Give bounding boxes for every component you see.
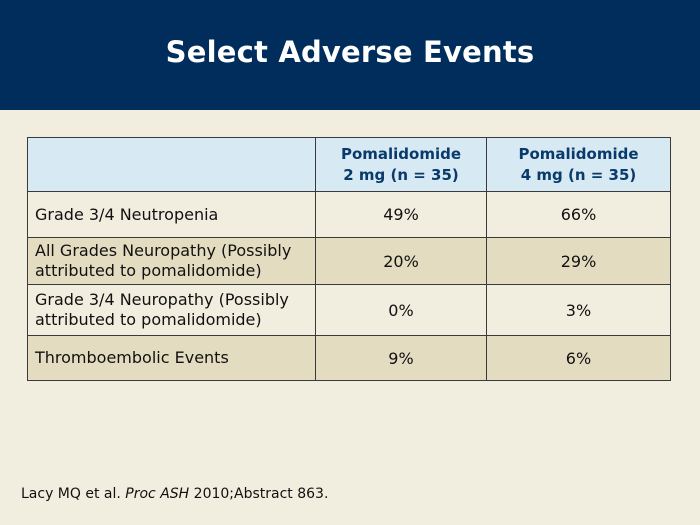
column-header-2mg-line1: Pomalidomide: [340, 144, 462, 163]
citation-details: 2010;Abstract 863.: [193, 486, 329, 502]
column-header-4mg-line1: Pomalidomide: [518, 144, 639, 163]
value-4mg-cell: 6%: [487, 336, 671, 381]
column-header-2mg-line2: 2 mg (n = 35): [343, 165, 459, 184]
value-2mg-cell: 49%: [316, 192, 487, 238]
column-header-2mg: [316, 138, 487, 192]
event-label: Grade 3/4 Neutropenia: [35, 204, 219, 224]
slide-header: [0, 0, 700, 110]
adverse-events-table: [27, 137, 671, 381]
event-cell: [28, 238, 316, 285]
table-row: [28, 192, 671, 238]
value-4mg-cell: 3%: [487, 285, 671, 336]
column-header-4mg-line2: 4 mg (n = 35): [520, 165, 637, 184]
adverse-events-table-container: [27, 137, 670, 381]
event-label-line2: attributed to pomalidomide): [35, 261, 262, 280]
table-row: [28, 336, 671, 381]
event-cell: [28, 192, 316, 238]
citation-journal: Proc ASH: [125, 486, 190, 502]
citation-footnote: [21, 486, 328, 502]
table-row: [28, 285, 671, 336]
event-label: Thromboembolic Events: [35, 348, 229, 367]
value-2mg-cell: 20%: [316, 238, 487, 285]
value-2mg-cell: 9%: [316, 336, 487, 381]
event-cell: [28, 285, 316, 336]
value-2mg-cell: 0%: [316, 285, 487, 336]
event-label: Grade 3/4 Neuropathy (Possibly: [35, 290, 289, 309]
column-header-event: [28, 138, 316, 192]
value-4mg-cell: 66%: [487, 192, 671, 238]
slide-title: Select Adverse Events: [165, 35, 535, 69]
event-label: All Grades Neuropathy (Possibly: [35, 241, 292, 260]
citation-authors: Lacy MQ et al.: [21, 486, 121, 502]
table-header-row: [28, 138, 671, 192]
event-cell: [28, 336, 316, 381]
event-label-line2: attributed to pomalidomide): [35, 310, 262, 329]
table-row: [28, 238, 671, 285]
value-4mg-cell: 29%: [487, 238, 671, 285]
column-header-4mg: [487, 138, 671, 192]
